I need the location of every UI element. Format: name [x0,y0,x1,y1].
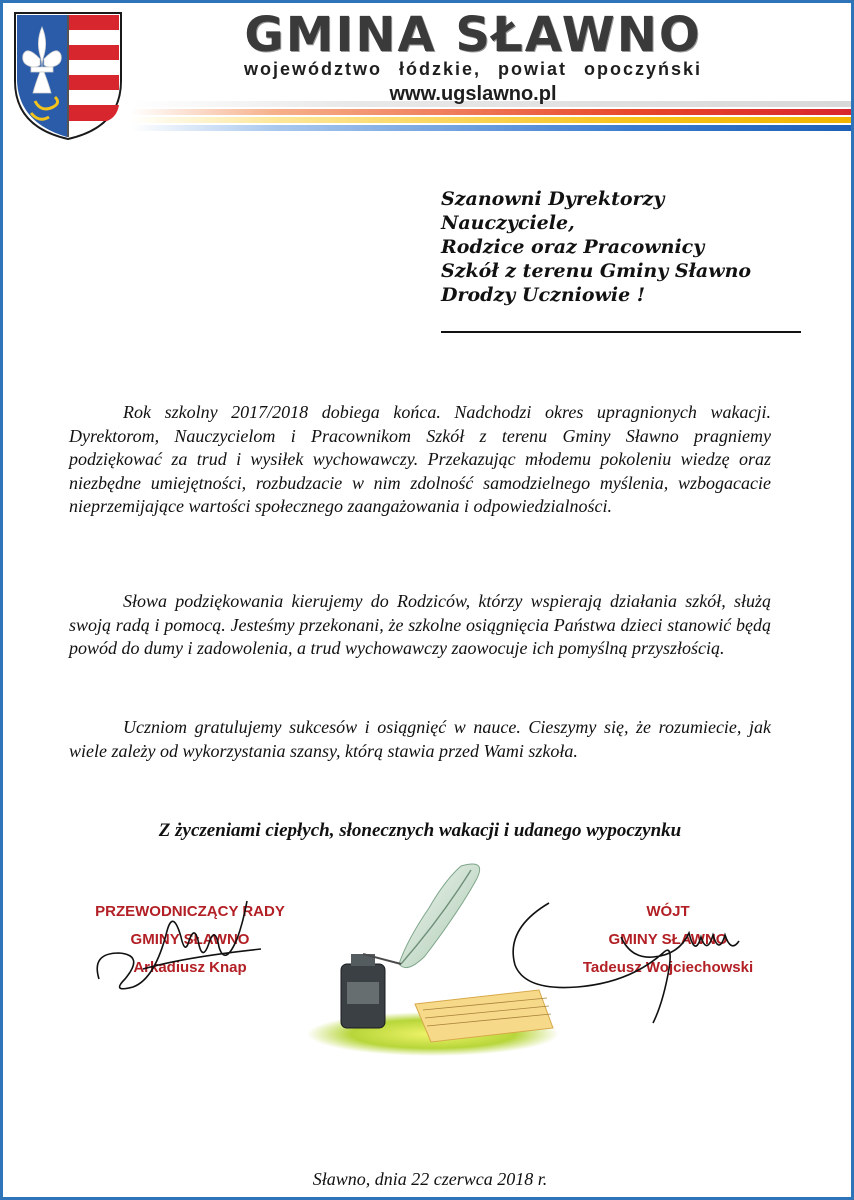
website-link[interactable]: www.ugslawno.pl [389,83,557,105]
body-paragraph-1: Rok szkolny 2017/2018 dobiega końca. Nadchodzi okres upragnionych wakacji. Dyrektorom, Nauczycielom i Pracownikom Szkół z terenu Gminy Sławno pragniemy podziękować za trud i wysiłek wychowawczy. Przekazując młodemu pokoleniu wiedzę oraz niezbędne umiejętności, rozbudzacie w nim zdolność samodzielnego myślenia, wzbogacacie nieprzemijające wartości społecznego zaangażowania i odpowiedzialności. [69,402,771,516]
addressee-line: Drodzy Uczniowie ! [441,284,646,306]
coat-of-arms-icon [11,9,125,143]
addressee-line: Szkół z terenu Gminy Sławno [441,260,752,282]
body-paragraph-2: Słowa podziękowania kierujemy do Rodziców, którzy wspierają działania szkół, służą swoją radą i pomocą. Jesteśmy przekonani, że szkolne osiągnięcia Państwa dzieci stanowić będą powód do dumy i zadowolenia, a trud wychowawczy zaowocuje ich pomyślną przyszłością. [69,591,771,658]
place-and-date: Sławno, dnia 22 czerwca 2018 r. [312,1169,548,1189]
signature-role: WÓJT [646,903,690,920]
header-color-bands [131,101,851,145]
addressee-line: Szanowni Dyrektorzy [441,188,665,210]
region-subtitle: województwo łódzkie, powiat opoczyński [243,59,703,79]
addressee-line: Rodzice oraz Pracownicy [441,236,705,258]
handwritten-signature-chairman [85,883,285,1003]
signature-role: GMINY SŁAWNO [608,931,728,948]
signature-role: PRZEWODNICZĄCY RADY [95,903,285,920]
municipality-title: GMINA SŁAWNO [244,7,702,63]
signature-name: Arkadiusz Knap [133,959,247,976]
addressee-line: Nauczyciele, [441,212,575,234]
body-paragraph-3: Uczniom gratulujemy sukcesów i osiągnięć w nauce. Cieszymy się, że rozumiecie, jak wiele zależy od wykorzystania szansy, którą stawia przed Wami szkoła. [69,717,771,761]
closing-wishes: Z życzeniami ciepłych, słonecznych wakacji i udanego wypoczynku [158,820,682,841]
quill-inkwell-icon [303,858,563,1058]
addressee-list [441,187,751,307]
signature-name: Tadeusz Wojciechowski [582,959,754,976]
addressee-divider [441,331,801,333]
signature-role: GMINY SŁAWNO [130,931,250,948]
